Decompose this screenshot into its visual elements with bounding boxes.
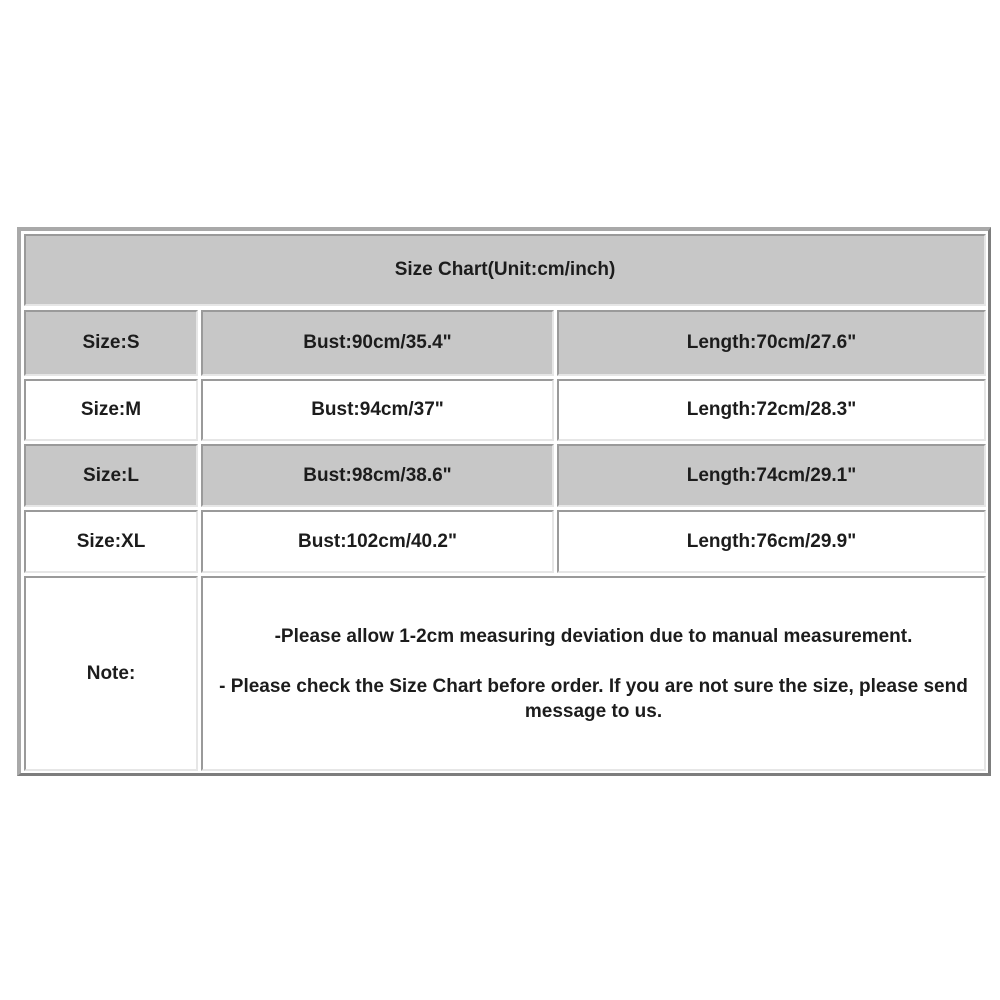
bust-cell-xl: Bust:102cm/40.2" (201, 510, 554, 573)
note-line-deviation: -Please allow 1-2cm measuring deviation due to manual measurement. (274, 625, 913, 647)
size-chart-table (17, 227, 991, 776)
note-content (201, 576, 986, 771)
size-cell-m: Size:M (24, 379, 198, 441)
size-cell-xl: Size:XL (24, 510, 198, 573)
length-cell-l: Length:74cm/29.1" (557, 444, 986, 507)
bust-cell-s: Bust:90cm/35.4" (201, 310, 554, 376)
length-cell-s: Length:70cm/27.6" (557, 310, 986, 376)
note-label: Note: (24, 576, 198, 771)
size-cell-s: Size:S (24, 310, 198, 376)
length-cell-m: Length:72cm/28.3" (557, 379, 986, 441)
bust-cell-m: Bust:94cm/37" (201, 379, 554, 441)
bust-cell-l: Bust:98cm/38.6" (201, 444, 554, 507)
length-cell-xl: Length:76cm/29.9" (557, 510, 986, 573)
note-line-check-chart: - Please check the Size Chart before order. If you are not sure the size, please send message to us. (219, 675, 968, 722)
table-title: Size Chart(Unit:cm/inch) (24, 234, 986, 306)
size-cell-l: Size:L (24, 444, 198, 507)
